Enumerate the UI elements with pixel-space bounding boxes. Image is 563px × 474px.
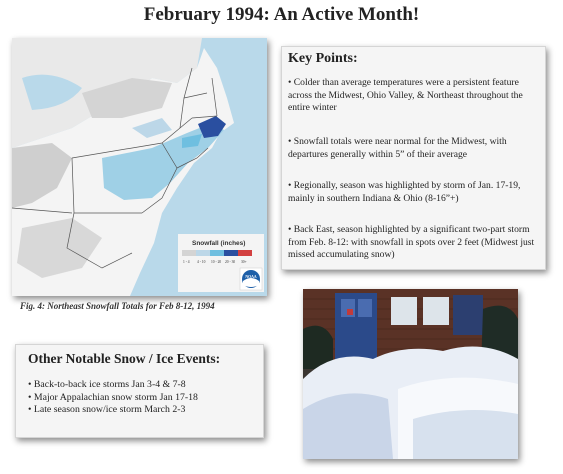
key-point-item: • Back East, season highlighted by a significant two-part storm from Feb. 8-12: with snowfall in spots over 2 feet (Midwest just missed accumulating snow) [288,224,535,261]
list-item: • Major Appalachian snow storm Jan 17-18 [28,391,198,403]
snow-photo [303,289,518,459]
legend-swatch [210,250,224,256]
legend-swatch [238,250,252,256]
legend-swatch [182,250,196,256]
map-legend-title: Snowfall (inches) [192,240,246,247]
legend-label: 20 - 30 [225,260,236,264]
key-point-item: • Snowfall totals were near normal for the Midwest, with departures generally within 5” of their average [288,136,507,160]
legend-swatch [196,250,210,256]
key-points-panel [281,46,546,270]
noaa-logo-text: NOAA [245,275,257,279]
key-points-title: Key Points: [288,51,358,66]
legend-label: 30+ [241,260,247,264]
key-point-item: • Colder than average temperatures were a persistent feature across the Midwest, Ohio Valley, & Northeast throughout the entire winter [288,77,523,114]
snowfall-map [12,38,267,296]
other-events-list [28,379,198,417]
legend-label: 4 - 10 [197,260,206,264]
other-events-panel [15,344,264,438]
page-title: February 1994: An Active Month! [143,4,420,25]
key-point-item: • Regionally, season was highlighted by storm of Jan. 17-19, mainly in southern Indiana & Ohio (8-16”+) [288,180,521,204]
other-events-title: Other Notable Snow / Ice Events: [28,351,221,366]
noaa-logo-icon [240,268,262,290]
legend-swatch [224,250,238,256]
legend-label: 10 - 20 [211,260,222,264]
list-item: • Back-to-back ice storms Jan 3-4 & 7-8 [28,379,186,390]
list-item: • Late season snow/ice storm March 2-3 [28,404,186,415]
map-caption: Fig. 4: Northeast Snowfall Totals for Feb 8-12, 1994 [20,301,215,311]
legend-label: 1 - 4 [183,260,190,264]
